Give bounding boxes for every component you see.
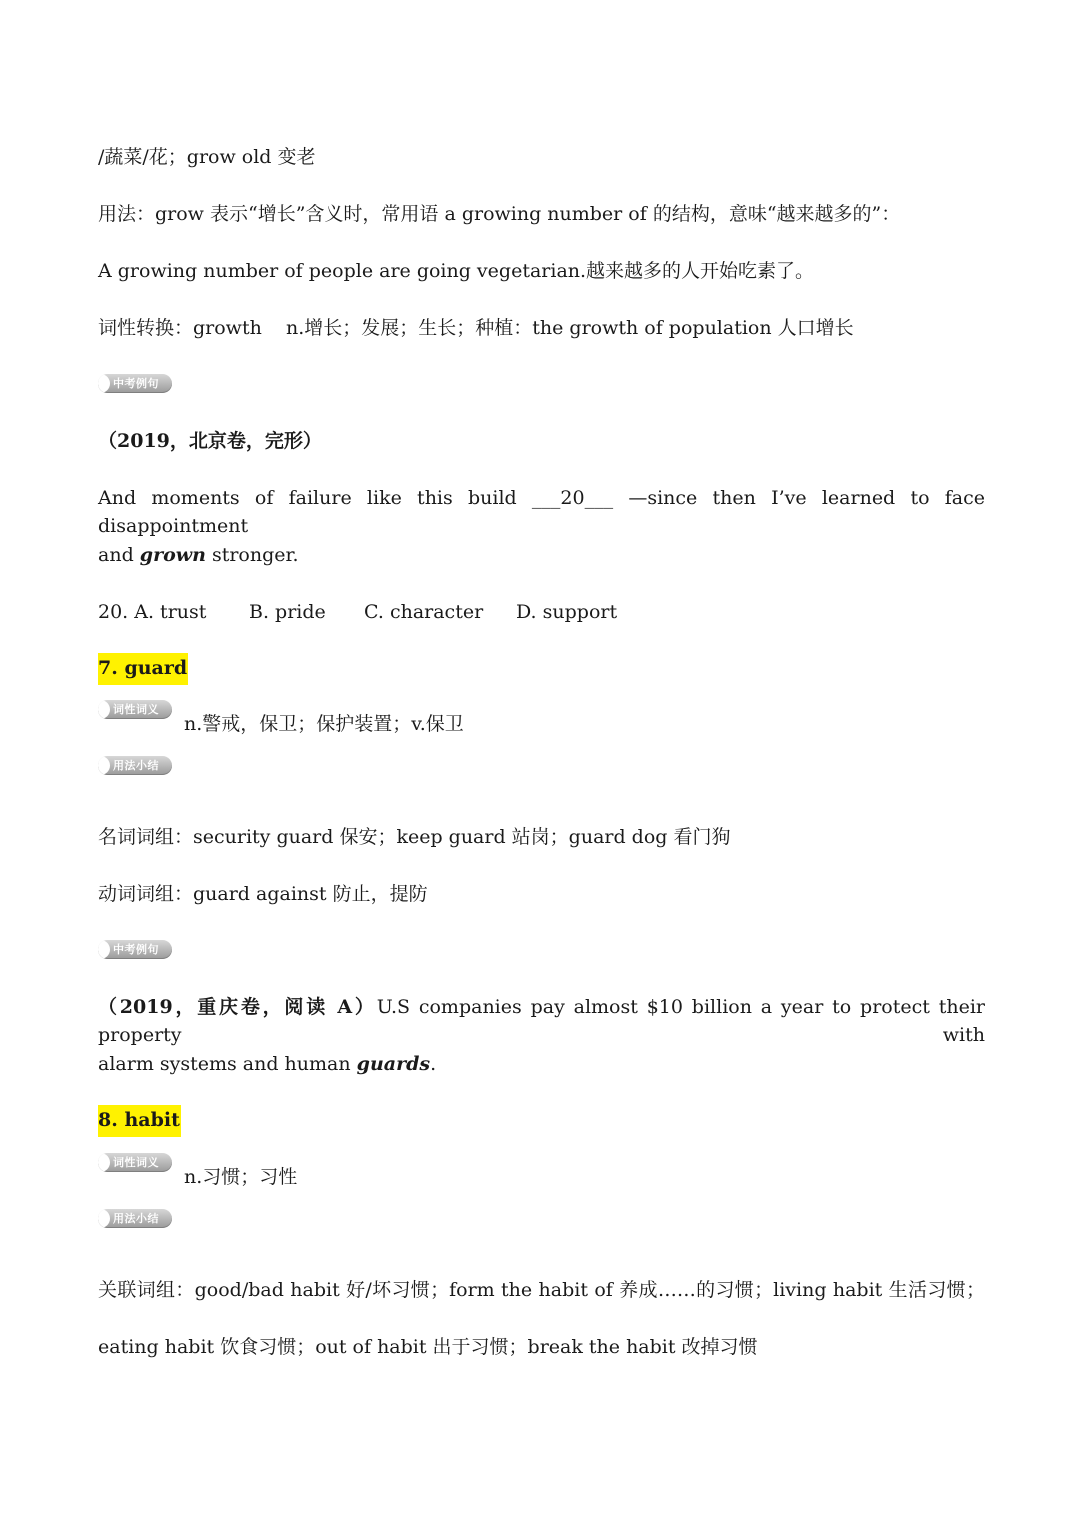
guard-example <box>98 993 985 1049</box>
emphasized-word: guards <box>356 1053 431 1075</box>
emphasized-word: grown <box>139 544 206 566</box>
guard-example-text: U.S companies pay almost $10 billion a year to protect their property with <box>98 996 985 1046</box>
habit-phrases-line2: eating habit 饮食习惯；out of habit 出于习惯；break the habit 改掉习惯 <box>98 1336 758 1358</box>
exam-source: （2019，北京卷，完形） <box>98 430 322 452</box>
grow-phrase-line: /蔬菜/花；grow old 变老 <box>98 146 316 168</box>
option-b: B. pride <box>249 601 326 623</box>
usage-summary-tag: 用法小结 <box>98 756 172 775</box>
question-options <box>98 598 617 626</box>
guard-noun-phrases: 名词词组：security guard 保安；keep guard 站岗；guard dog 看门狗 <box>98 826 731 848</box>
guard-example-continued: alarm systems and human guards. <box>98 1053 437 1075</box>
conversion-label: 词性转换：growth <box>98 317 262 339</box>
part-of-speech-tag: 词性词义 <box>98 700 172 719</box>
guard-verb-phrases: 动词词组：guard against 防止，提防 <box>98 883 428 905</box>
habit-heading: 8. habit <box>98 1106 181 1134</box>
option-c: C. character <box>364 601 484 623</box>
exam-example-tag: 中考例句 <box>98 940 172 959</box>
exam-sentence-continued: and grown stronger. <box>98 544 299 566</box>
part-of-speech-tag: 词性词义 <box>98 1153 172 1172</box>
option-d: D. support <box>516 601 618 623</box>
exam-example-tag: 中考例句 <box>98 374 172 393</box>
habit-meaning: n.习惯；习性 <box>184 1166 298 1188</box>
usage-summary-tag: 用法小结 <box>98 1209 172 1228</box>
exam-sentence: And moments of failure like this build ___20___ —since then I’ve learned to face disappointment <box>98 487 985 537</box>
grow-example-sentence: A growing number of people are going vegetarian.越来越多的人开始吃素了。 <box>98 260 815 282</box>
habit-phrases-line1: 关联词组：good/bad habit 好/坏习惯；form the habit of 养成……的习惯；living habit 生活习惯； <box>98 1279 985 1301</box>
grow-usage-line: 用法：grow 表示“增长”含义时，常用语 a growing number of 的结构，意味“越来越多的”： <box>98 203 901 225</box>
option-a: 20. A. trust <box>98 601 207 623</box>
guard-heading: 7. guard <box>98 654 188 682</box>
guard-meaning: n.警戒，保卫；保护装置；v.保卫 <box>184 713 464 735</box>
grow-word-conversion <box>98 314 854 342</box>
guard-example-source: （2019，重庆卷，阅读 A） <box>98 996 377 1018</box>
conversion-meaning: n.增长；发展；生长；种植：the growth of population 人口增长 <box>286 317 854 339</box>
